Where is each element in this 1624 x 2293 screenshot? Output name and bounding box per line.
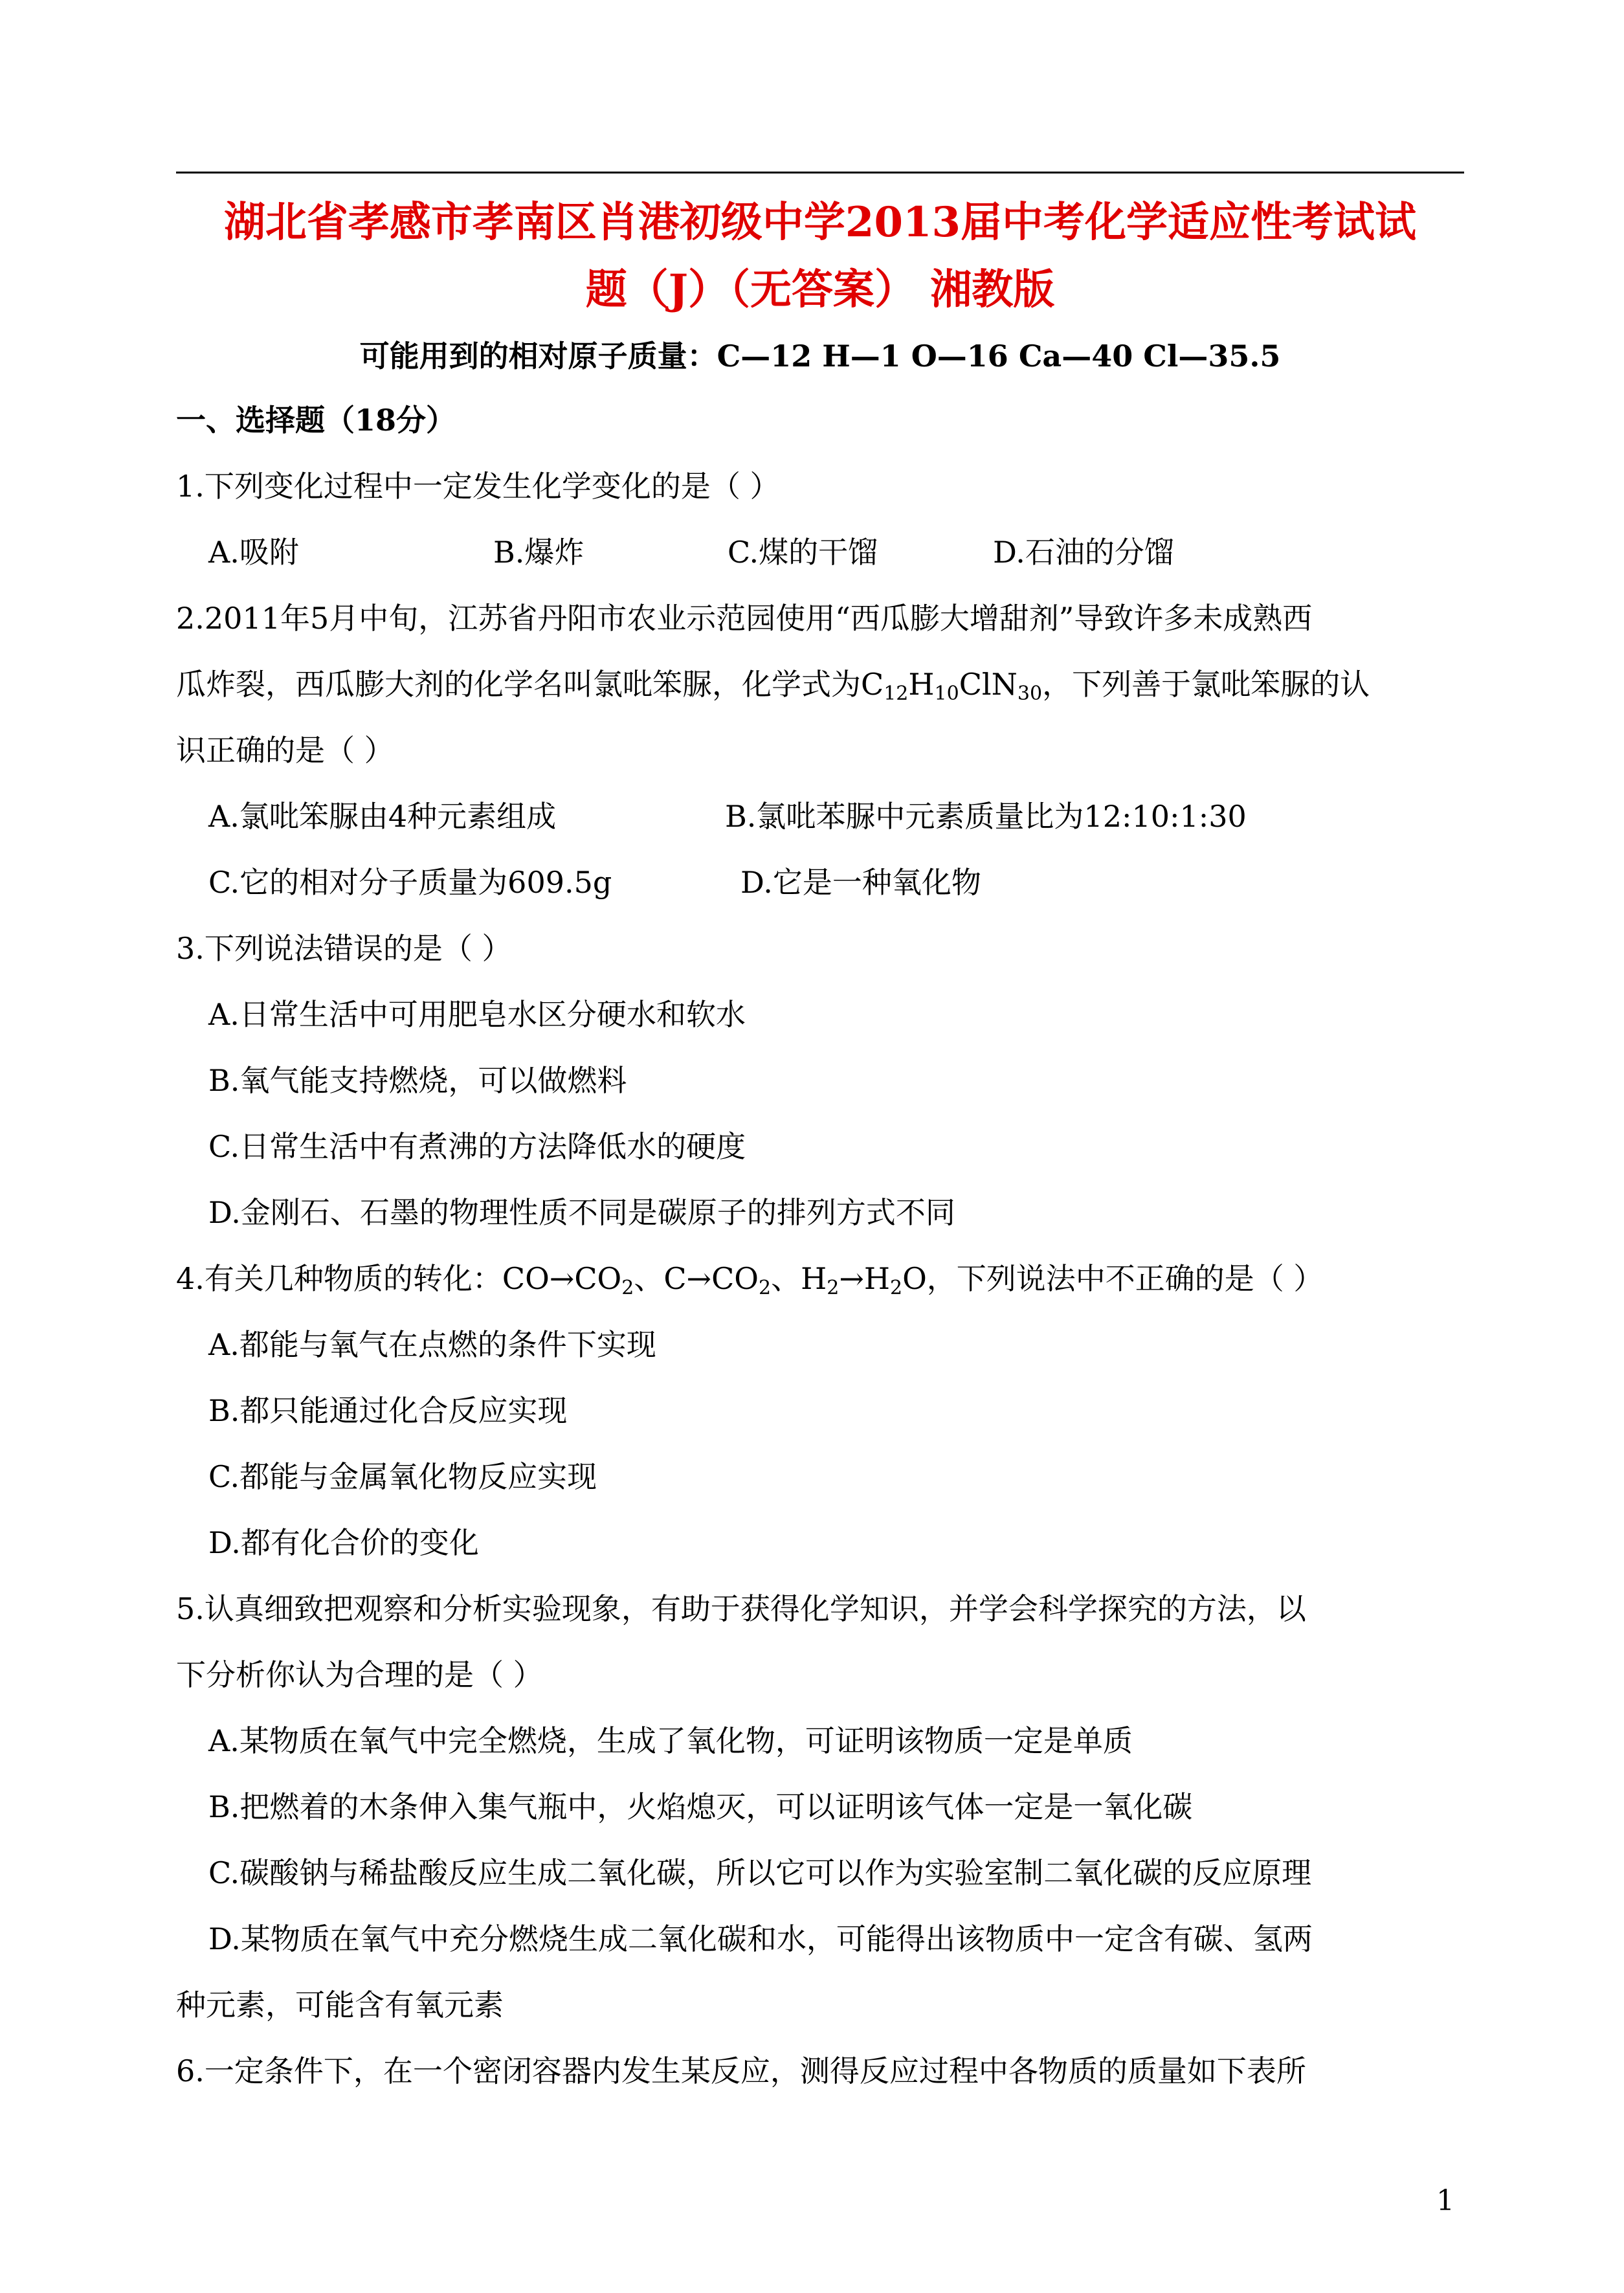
formula-subscript: 12 (884, 682, 909, 705)
q1-option-d: D.石油的分馏 (993, 535, 1174, 570)
q4-stem-part: 、C→CO (634, 1261, 759, 1296)
q2-line2-text: 瓜炸裂，西瓜膨大剂的化学名叫氯吡笨脲，化学式为C (176, 667, 884, 702)
q2-stem-line-2 (176, 651, 1464, 717)
q4-option-d: D.都有化合价的变化 (208, 1525, 479, 1560)
q2-stem-line-1: 2.2011年5月中旬，江苏省丹阳市农业示范园使用“西瓜膨大增甜剂”导致许多未成熟西 (176, 601, 1313, 636)
formula-subscript: 30 (1017, 682, 1043, 705)
q2-line2-tail: ，下列善于氯吡笨脲的认 (1042, 667, 1370, 702)
q1-option-c: C.煤的干馏 (728, 535, 878, 570)
q5-stem-line-1: 5.认真细致把观察和分析实验现象，有助于获得化学知识，并学会科学探究的方法，以 (176, 1591, 1306, 1626)
title-line-2: 题（J）（无答案） 湘教版 (585, 265, 1055, 314)
formula-subscript: 10 (934, 682, 959, 705)
q5-option-b: B.把燃着的木条伸入集气瓶中，火焰熄灭，可以证明该气体一定是一氧化碳 (208, 1789, 1193, 1824)
document-title (176, 189, 1464, 324)
q2-option-c: C.它的相对分子质量为609.5g (208, 865, 612, 900)
section-heading: 一、选择题（18分） (176, 403, 456, 438)
q4-stem (176, 1246, 1464, 1312)
formula-part: H (908, 667, 935, 702)
q1-option-b: B.爆炸 (493, 535, 584, 570)
q4-stem-part: 4.有关几种物质的转化：CO→CO (176, 1261, 622, 1296)
q5-option-c: C.碳酸钠与稀盐酸反应生成二氧化碳，所以它可以作为实验室制二氧化碳的反应原理 (208, 1855, 1312, 1890)
q3-option-d: D.金刚石、石墨的物理性质不同是碳原子的排列方式不同 (208, 1195, 955, 1230)
q3-stem: 3.下列说法错误的是（ ） (176, 931, 512, 966)
q3-option-a: A.日常生活中可用肥皂水区分硬水和软水 (208, 997, 746, 1032)
q1-option-a: A.吸附 (208, 535, 299, 570)
q4-option-a: A.都能与氧气在点燃的条件下实现 (208, 1327, 656, 1362)
formula-subscript: 2 (621, 1277, 634, 1299)
formula-part: ClN (959, 667, 1018, 702)
q5-option-d-line-1: D.某物质在氧气中充分燃烧生成二氧化碳和水，可能得出该物质中一定含有碳、氢两 (208, 1921, 1313, 1956)
q3-option-c: C.日常生活中有煮沸的方法降低水的硬度 (208, 1129, 746, 1164)
q4-option-b: B.都只能通过化合反应实现 (208, 1393, 568, 1428)
q5-option-d-line-2: 种元素，可能含有氧元素 (176, 1987, 504, 2022)
q2-option-b: B.氯吡苯脲中元素质量比为12:10:1:30 (725, 799, 1247, 834)
q5-stem-line-2: 下分析你认为合理的是（ ） (176, 1657, 543, 1692)
q1-stem: 1.下列变化过程中一定发生化学变化的是（ ） (176, 469, 780, 504)
title-line-1: 湖北省孝感市孝南区肖港初级中学2013届中考化学适应性考试试 (223, 198, 1417, 247)
header-rule (176, 172, 1464, 173)
q4-option-c: C.都能与金属氧化物反应实现 (208, 1459, 597, 1494)
q2-option-d: D.它是一种氧化物 (740, 865, 981, 900)
formula-subscript: 2 (759, 1277, 772, 1299)
atomic-masses-note: 可能用到的相对原子质量：C—12 H—1 O—16 Ca—40 Cl—35.5 (359, 339, 1281, 374)
q4-stem-part: O，下列说法中不正确的是（ ） (902, 1261, 1324, 1296)
q2-stem-line-3: 识正确的是（ ） (176, 733, 394, 768)
page-number: 1 (1436, 2184, 1454, 2217)
formula-subscript: 2 (827, 1277, 840, 1299)
q2-option-a: A.氯吡笨脲由4种元素组成 (208, 799, 557, 834)
q3-option-b: B.氧气能支持燃烧，可以做燃料 (208, 1063, 627, 1098)
formula-subscript: 2 (889, 1277, 903, 1299)
q6-stem-line-1: 6.一定条件下，在一个密闭容器内发生某反应，测得反应过程中各物质的质量如下表所 (176, 2053, 1306, 2088)
q5-option-a: A.某物质在氧气中完全燃烧，生成了氧化物，可证明该物质一定是单质 (208, 1723, 1133, 1758)
q4-stem-part: →H (839, 1261, 890, 1296)
q4-stem-part: 、H (771, 1261, 827, 1296)
